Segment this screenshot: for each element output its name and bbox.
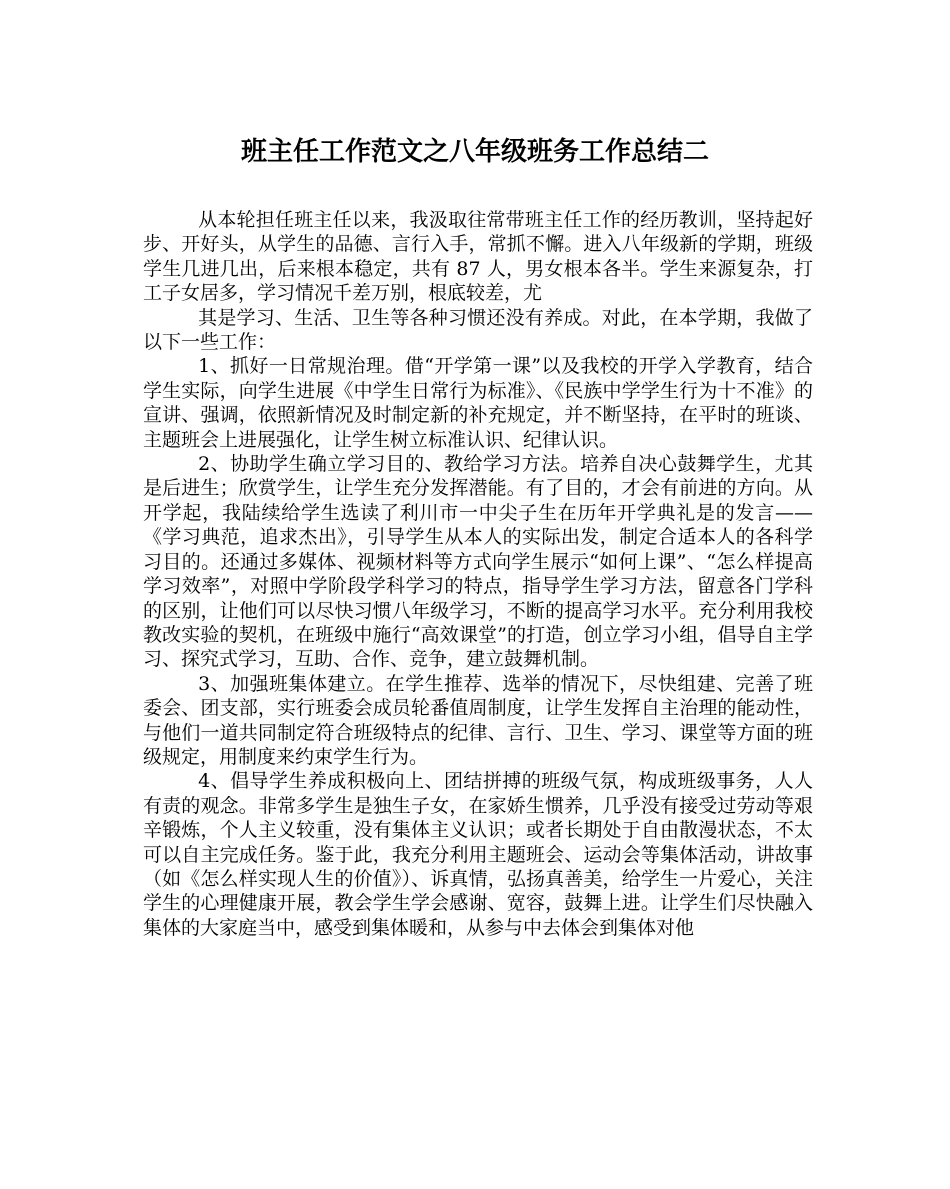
paragraph-continuation: 其是学习、生活、卫生等各种习惯还没有养成。对此，在本学期，我做了以下一些工作：	[143, 306, 813, 354]
document-title: 班主任工作范文之八年级班务工作总结二	[240, 137, 709, 167]
paragraph-item-1: 1、抓好一日常规治理。借“开学第一课”以及我校的开学入学教育，结合学生实际，向学生进展《中学生日常行为标准》、《民族中学学生行为十不准》的宣讲、强调，依照新情况及时制定新的补充规定，并不断坚持，在平时的班谈、主题班会上进展强化，让学生树立标准认识、纪律认识。	[143, 355, 813, 451]
paragraph-item-4: 4、倡导学生养成积极向上、团结拼搏的班级气氛，构成班级事务，人人有责的观念。非常多学生是独生子女，在家娇生惯养，几乎没有接受过劳动等艰辛锻炼，个人主义较重，没有集体主义认识；或者长期处于自由散漫状态，不太可以自主完成任务。鉴于此，我充分利用主题班会、运动会等集体活动，讲故事（如《怎么样实现人生的价值》）、诉真情，弘扬真善美，给学生一片爱心，关注学生的心理健康开展，教会学生学会感谢、宽容，鼓舞上进。让学生们尽快融入集体的大家庭当中，感受到集体暖和，从参与中去体会到集体对他	[143, 770, 813, 939]
paragraph-intro: 从本轮担任班主任以来，我汲取往常带班主任工作的经历教训，坚持起好步、开好头，从学生的品德、言行入手，常抓不懈。进入八年级新的学期，班级学生几进几出，后来根本稳定，共有 87 人，男女根本各半。学生来源复杂，打工子女居多，学习情况千差万别，根底较差，尤	[143, 209, 813, 305]
paragraph-item-2: 2、协助学生确立学习目的、教给学习方法。培养自决心鼓舞学生，尤其是后进生；欣赏学生，让学生充分发挥潜能。有了目的，才会有前进的方向。从开学起，我陆续给学生选读了利川市一中尖子生在历年开学典礼是的发言——《学习典范，追求杰出》，引导学生从本人的实际出发，制定合适本人的各科学习目的。还通过多媒体、视频材料等方式向学生展示“如何上课”、“怎么样提高学习效率”，对照中学阶段学科学习的特点，指导学生学习方法，留意各门学科的区别，让他们可以尽快习惯八年级学习，不断的提高学习水平。充分利用我校教改实验的契机，在班级中施行“高效课堂”的打造，创立学习小组，倡导自主学习、探究式学习，互助、合作、竞争，建立鼓舞机制。	[143, 453, 813, 671]
document-body	[143, 208, 813, 940]
paragraph-item-3: 3、加强班集体建立。在学生推荐、选举的情况下，尽快组建、完善了班委会、团支部，实行班委会成员轮番值周制度，让学生发挥自主治理的能动性，与他们一道共同制定符合班级特点的纪律、言行、卫生、学习、课堂等方面的班级规定，用制度来约束学生行为。	[143, 672, 813, 768]
